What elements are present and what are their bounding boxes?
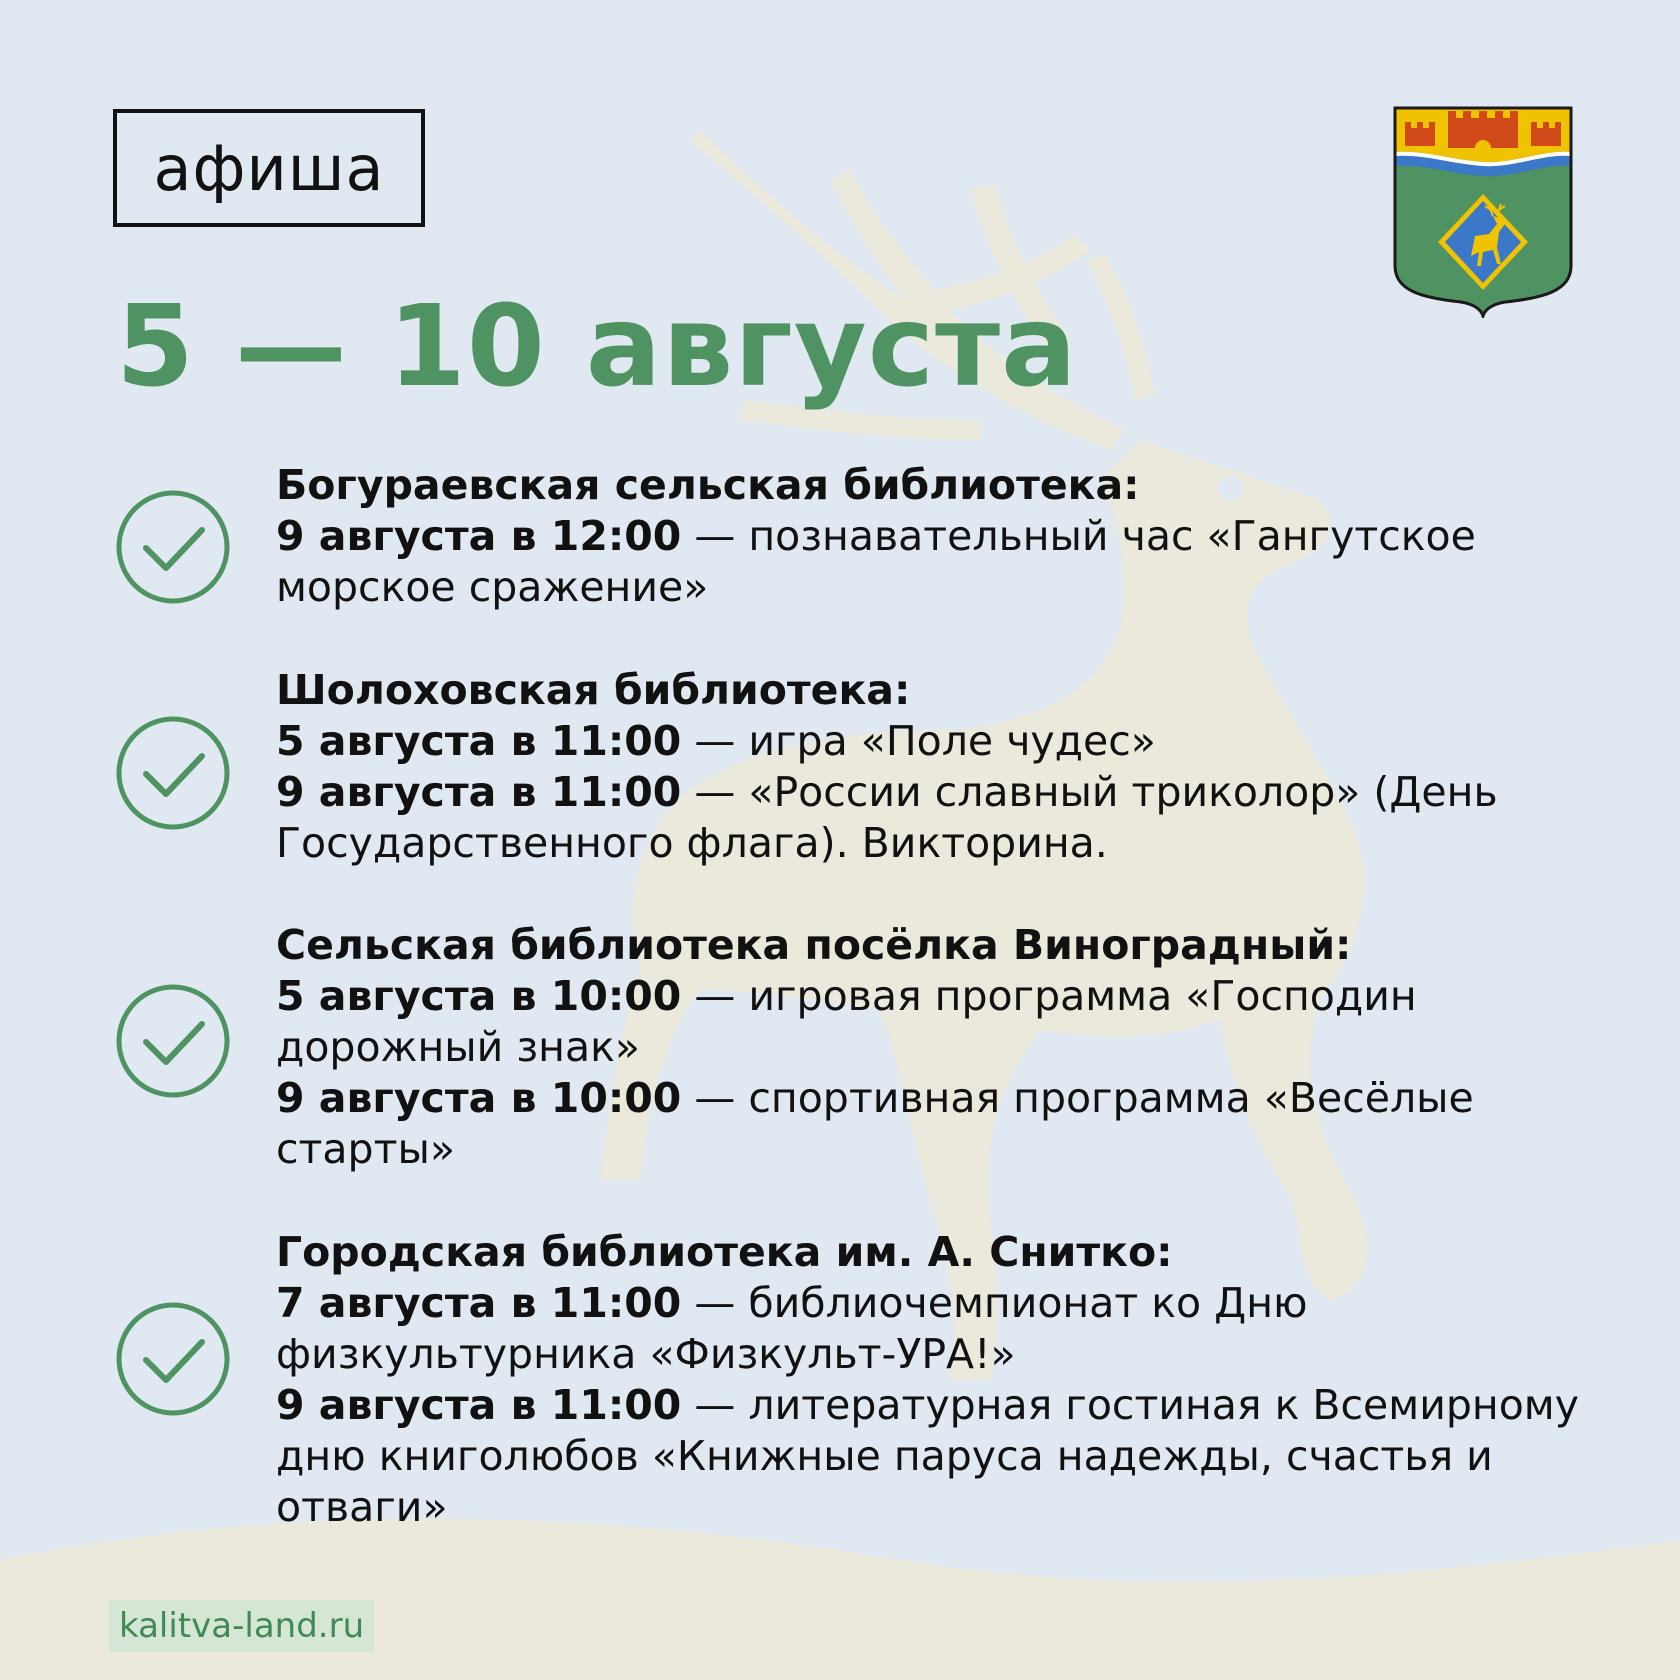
event-block — [276, 920, 1606, 1175]
event-description: — спортивная программа «Весёлые старты» — [276, 1074, 1474, 1173]
check-circle-icon — [114, 714, 232, 832]
event-line — [276, 971, 1606, 1073]
afisha-badge: афиша — [113, 109, 425, 227]
event-line — [276, 767, 1606, 869]
event-block — [276, 665, 1606, 869]
website-link[interactable]: kalitva-land.ru — [109, 1600, 374, 1652]
check-circle-icon — [114, 1300, 232, 1418]
event-description: — «России славный триколор» (День Государственного флага). Викторина. — [276, 768, 1498, 867]
event-description: — библиочемпионат ко Дню физкультурника «Физкульт-УРА!» — [276, 1279, 1308, 1378]
event-line — [276, 716, 1606, 767]
event-line — [276, 511, 1606, 613]
check-circle-icon — [114, 488, 232, 606]
event-block — [276, 460, 1606, 613]
event-description: — игра «Поле чудес» — [681, 717, 1156, 765]
coat-of-arms-icon — [1393, 106, 1573, 318]
event-time: 5 августа в 10:00 — [276, 972, 682, 1020]
venue-title: Шолоховская библиотека: — [276, 666, 911, 714]
event-time: 5 августа в 11:00 — [276, 717, 682, 765]
event-time: 9 августа в 11:00 — [276, 1381, 682, 1429]
event-description: — игровая программа «Господин дорожный знак» — [276, 972, 1417, 1071]
event-time: 9 августа в 11:00 — [276, 768, 682, 816]
event-time: 9 августа в 12:00 — [276, 512, 682, 560]
event-time: 9 августа в 10:00 — [276, 1074, 682, 1122]
venue-title: Городская библиотека им. А. Снитко: — [276, 1228, 1173, 1276]
venue-title: Сельская библиотека посёлка Виноградный: — [276, 921, 1352, 969]
date-range-title: 5 — 10 августа — [116, 282, 1078, 412]
check-circle-icon — [114, 982, 232, 1100]
event-block — [276, 1227, 1606, 1533]
event-time: 7 августа в 11:00 — [276, 1279, 682, 1327]
event-line — [276, 1278, 1606, 1380]
event-line — [276, 1380, 1606, 1533]
venue-title: Богураевская сельская библиотека: — [276, 461, 1140, 509]
event-description: — литературная гостиная к Всемирному дню книголюбов «Книжные паруса надежды, счастья и отваги» — [276, 1381, 1579, 1531]
event-description: — познавательный час «Гангутское морское сражение» — [276, 512, 1476, 611]
event-line — [276, 1073, 1606, 1175]
